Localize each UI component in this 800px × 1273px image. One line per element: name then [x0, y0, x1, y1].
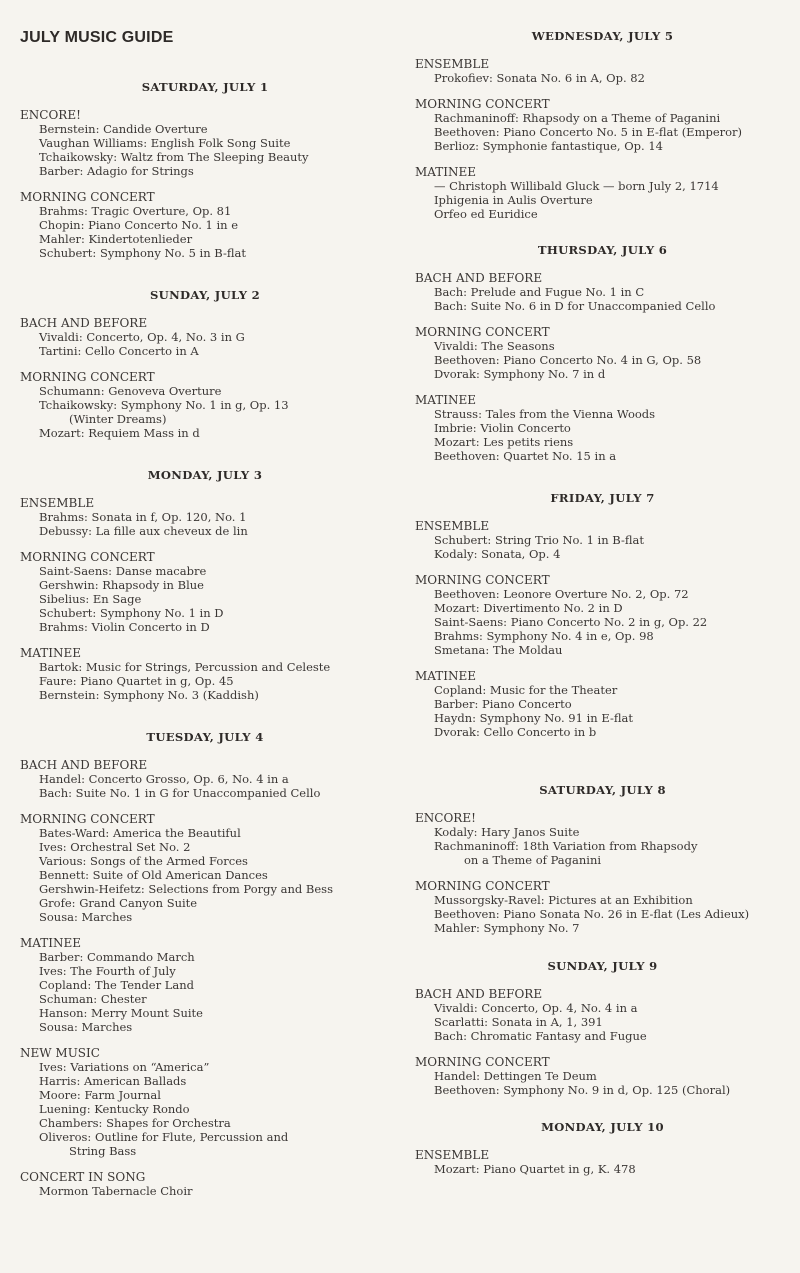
left-column	[20, 0, 390, 1198]
program-item: Bach: Chromatic Fantasy and Fugue	[434, 1029, 647, 1043]
program-item: Beethoven: Symphony No. 9 in d, Op. 125 (Choral)	[434, 1083, 731, 1097]
program-title: ENSEMBLE	[415, 519, 490, 533]
program-item: Vivaldi: Concerto, Op. 4, No. 3 in G	[39, 330, 245, 344]
program-item: Mormon Tabernacle Choir	[39, 1184, 193, 1198]
program-block	[20, 316, 390, 358]
program-block	[415, 1148, 790, 1176]
day-section	[415, 491, 790, 739]
program-item: Prokofiev: Sonata No. 6 in A, Op. 82	[434, 71, 645, 85]
program-title: MORNING CONCERT	[20, 550, 155, 564]
day-header: FRIDAY, JULY 7	[550, 491, 655, 505]
program-item: Bach: Suite No. 1 in G for Unaccompanied Cello	[39, 786, 321, 800]
program-item: Sibelius: En Sage	[39, 592, 142, 606]
program-item: Saint-Saens: Danse macabre	[39, 564, 207, 578]
program-item: Barber: Adagio for Strings	[39, 164, 194, 178]
program-item: Vaughan Williams: English Folk Song Suite	[39, 136, 291, 150]
program-item: Brahms: Violin Concerto in D	[39, 620, 210, 634]
program-item: Scarlatti: Sonata in A, 1, 391	[434, 1015, 603, 1029]
day-header: MONDAY, JULY 10	[541, 1120, 664, 1134]
program-block	[415, 879, 790, 935]
program-item: Faure: Piano Quartet in g, Op. 45	[39, 674, 234, 688]
program-item: Bach: Prelude and Fugue No. 1 in C	[434, 285, 645, 299]
program-item: Schubert: String Trio No. 1 in B-flat	[434, 533, 644, 547]
program-block	[415, 987, 790, 1043]
day-section	[415, 959, 790, 1097]
program-item: Mozart: Les petits riens	[434, 435, 574, 449]
program-item: Schubert: Symphony No. 1 in D	[39, 606, 224, 620]
program-block	[415, 97, 790, 153]
program-item: Beethoven: Quartet No. 15 in a	[434, 449, 617, 463]
program-item: Beethoven: Piano Concerto No. 4 in G, Op. 58	[434, 353, 702, 367]
program-item: Mozart: Requiem Mass in d	[39, 426, 200, 440]
day-header: THURSDAY, JULY 6	[537, 243, 668, 257]
program-block	[415, 165, 790, 221]
program-title: MATINEE	[20, 936, 82, 950]
program-item: Barber: Commando March	[39, 950, 195, 964]
program-item: Bernstein: Candide Overture	[39, 122, 208, 136]
day-section	[20, 288, 390, 440]
program-block	[20, 1170, 390, 1198]
program-item: Tchaikowsky: Waltz from The Sleeping Beauty	[39, 150, 309, 164]
program-title: BACH AND BEFORE	[20, 316, 148, 330]
program-title: MORNING CONCERT	[415, 97, 550, 111]
program-item: Schuman: Chester	[39, 992, 147, 1006]
program-title: MATINEE	[20, 646, 82, 660]
program-item: Tartini: Cello Concerto in A	[39, 344, 199, 358]
program-item: Rachmaninoff: Rhapsody on a Theme of Paganini	[434, 111, 721, 125]
program-item: Sousa: Marches	[39, 910, 133, 924]
program-block	[415, 393, 790, 463]
program-title: BACH AND BEFORE	[415, 271, 543, 285]
program-item: Chambers: Shapes for Orchestra	[39, 1116, 231, 1130]
day-header: SATURDAY, JULY 1	[141, 80, 269, 94]
program-block	[415, 811, 790, 867]
day-section	[415, 783, 790, 935]
day-section	[415, 243, 790, 463]
program-block	[415, 271, 790, 313]
day-header: SUNDAY, JULY 9	[547, 959, 658, 973]
right-column	[415, 0, 790, 1176]
program-item: Saint-Saens: Piano Concerto No. 2 in g, Op. 22	[434, 615, 708, 629]
program-title: MATINEE	[415, 669, 477, 683]
program-item: Haydn: Symphony No. 91 in E-flat	[434, 711, 633, 725]
program-title: MORNING CONCERT	[20, 190, 155, 204]
program-item: Brahms: Tragic Overture, Op. 81	[39, 204, 232, 218]
program-block	[20, 936, 390, 1034]
program-item: Beethoven: Piano Sonata No. 26 in E-flat (Les Adieux)	[434, 907, 750, 921]
program-item-continuation: String Bass	[69, 1144, 137, 1158]
program-item: Berlioz: Symphonie fantastique, Op. 14	[434, 139, 663, 153]
program-item-continuation: on a Theme of Paganini	[464, 853, 602, 867]
program-item: Beethoven: Leonore Overture No. 2, Op. 72	[434, 587, 689, 601]
program-item: Bach: Suite No. 6 in D for Unaccompanied Cello	[434, 299, 716, 313]
program-item: Tchaikowsky: Symphony No. 1 in g, Op. 13	[39, 398, 289, 412]
program-block	[20, 108, 390, 178]
program-block	[415, 573, 790, 657]
program-title: ENCORE!	[415, 811, 476, 825]
program-item: — Christoph Willibald Gluck — born July 2, 1714	[434, 179, 719, 193]
day-section	[20, 730, 390, 1198]
program-item: Mahler: Kindertotenlieder	[39, 232, 193, 246]
day-section	[20, 80, 390, 260]
program-item: Hanson: Merry Mount Suite	[39, 1006, 203, 1020]
program-item: Orfeo ed Euridice	[434, 207, 538, 221]
program-item: Schumann: Genoveva Overture	[39, 384, 222, 398]
program-title: BACH AND BEFORE	[20, 758, 148, 772]
program-item: Grofe: Grand Canyon Suite	[39, 896, 198, 910]
program-title: ENSEMBLE	[415, 57, 490, 71]
day-section	[415, 29, 790, 221]
program-item: Oliveros: Outline for Flute, Percussion and	[39, 1130, 289, 1144]
program-item: Smetana: The Moldau	[434, 643, 563, 657]
program-title: MORNING CONCERT	[415, 573, 550, 587]
program-item: Various: Songs of the Armed Forces	[39, 854, 248, 868]
program-block	[20, 1046, 390, 1158]
program-item: Bartok: Music for Strings, Percussion and Celeste	[39, 660, 331, 674]
program-block	[20, 496, 390, 538]
day-header: TUESDAY, JULY 4	[146, 730, 264, 744]
day-header: SUNDAY, JULY 2	[150, 288, 260, 302]
program-item: Brahms: Sonata in f, Op. 120, No. 1	[39, 510, 247, 524]
program-item: Schubert: Symphony No. 5 in B-flat	[39, 246, 246, 260]
program-item: Handel: Concerto Grosso, Op. 6, No. 4 in a	[39, 772, 289, 786]
program-item: Ives: The Fourth of July	[39, 964, 176, 978]
program-title: MATINEE	[415, 393, 477, 407]
program-item: Kodaly: Sonata, Op. 4	[434, 547, 561, 561]
program-block	[20, 758, 390, 800]
program-item: Mussorgsky-Ravel: Pictures at an Exhibition	[434, 893, 693, 907]
program-title: ENSEMBLE	[20, 496, 95, 510]
program-block	[20, 190, 390, 260]
program-item: Gershwin: Rhapsody in Blue	[39, 578, 204, 592]
program-title: MORNING CONCERT	[415, 325, 550, 339]
program-item: Bernstein: Symphony No. 3 (Kaddish)	[39, 688, 259, 702]
day-section	[20, 468, 390, 702]
program-item-continuation: (Winter Dreams)	[69, 412, 167, 426]
program-block	[20, 550, 390, 634]
program-title: NEW MUSIC	[20, 1046, 100, 1060]
program-title: CONCERT IN SONG	[20, 1170, 146, 1184]
program-item: Mozart: Divertimento No. 2 in D	[434, 601, 623, 615]
program-item: Ives: Variations on “America”	[39, 1060, 210, 1074]
program-item: Copland: The Tender Land	[39, 978, 195, 992]
program-item: Dvorak: Symphony No. 7 in d	[434, 367, 606, 381]
program-item: Vivaldi: Concerto, Op. 4, No. 4 in a	[434, 1001, 638, 1015]
program-item: Mahler: Symphony No. 7	[434, 921, 580, 935]
program-item: Kodaly: Hary Janos Suite	[434, 825, 580, 839]
program-item: Vivaldi: The Seasons	[434, 339, 555, 353]
program-item: Harris: American Ballads	[39, 1074, 187, 1088]
program-title: MORNING CONCERT	[415, 1055, 550, 1069]
program-block	[415, 519, 790, 561]
program-item: Handel: Dettingen Te Deum	[434, 1069, 597, 1083]
program-item: Beethoven: Piano Concerto No. 5 in E-flat (Emperor)	[434, 125, 743, 139]
program-item: Bates-Ward: America the Beautiful	[39, 826, 241, 840]
day-section	[415, 1120, 790, 1176]
program-block	[415, 669, 790, 739]
program-item: Debussy: La fille aux cheveux de lin	[39, 524, 248, 538]
left-schedule	[20, 80, 390, 1198]
program-block	[415, 1055, 790, 1097]
program-block	[415, 325, 790, 381]
program-item: Brahms: Symphony No. 4 in e, Op. 98	[434, 629, 654, 643]
program-item: Ives: Orchestral Set No. 2	[39, 840, 191, 854]
program-item: Gershwin-Heifetz: Selections from Porgy and Bess	[39, 882, 333, 896]
day-header: SATURDAY, JULY 8	[539, 783, 666, 797]
page-title: JULY MUSIC GUIDE	[20, 29, 174, 46]
day-header: MONDAY, JULY 3	[147, 468, 263, 482]
program-block	[20, 370, 390, 440]
program-item: Imbrie: Violin Concerto	[434, 421, 571, 435]
program-block	[415, 57, 790, 85]
program-item: Iphigenia in Aulis Overture	[434, 193, 593, 207]
program-title: ENSEMBLE	[415, 1148, 490, 1162]
program-item: Dvorak: Cello Concerto in b	[434, 725, 597, 739]
program-item: Barber: Piano Concerto	[434, 697, 572, 711]
day-header: WEDNESDAY, JULY 5	[531, 29, 674, 43]
program-block	[20, 646, 390, 702]
program-title: MATINEE	[415, 165, 477, 179]
program-item: Copland: Music for the Theater	[434, 683, 618, 697]
program-title: MORNING CONCERT	[20, 812, 155, 826]
program-item: Sousa: Marches	[39, 1020, 133, 1034]
program-item: Moore: Farm Journal	[39, 1088, 161, 1102]
program-title: BACH AND BEFORE	[415, 987, 543, 1001]
program-item: Bennett: Suite of Old American Dances	[39, 868, 268, 882]
program-item: Rachmaninoff: 18th Variation from Rhapsody	[434, 839, 698, 853]
program-item: Luening: Kentucky Rondo	[39, 1102, 190, 1116]
program-title: MORNING CONCERT	[20, 370, 155, 384]
right-schedule	[415, 29, 790, 1176]
program-item: Strauss: Tales from the Vienna Woods	[434, 407, 656, 421]
program-block	[20, 812, 390, 924]
program-title: MORNING CONCERT	[415, 879, 550, 893]
program-item: Chopin: Piano Concerto No. 1 in e	[39, 218, 239, 232]
program-item: Mozart: Piano Quartet in g, K. 478	[434, 1162, 636, 1176]
program-title: ENCORE!	[20, 108, 81, 122]
